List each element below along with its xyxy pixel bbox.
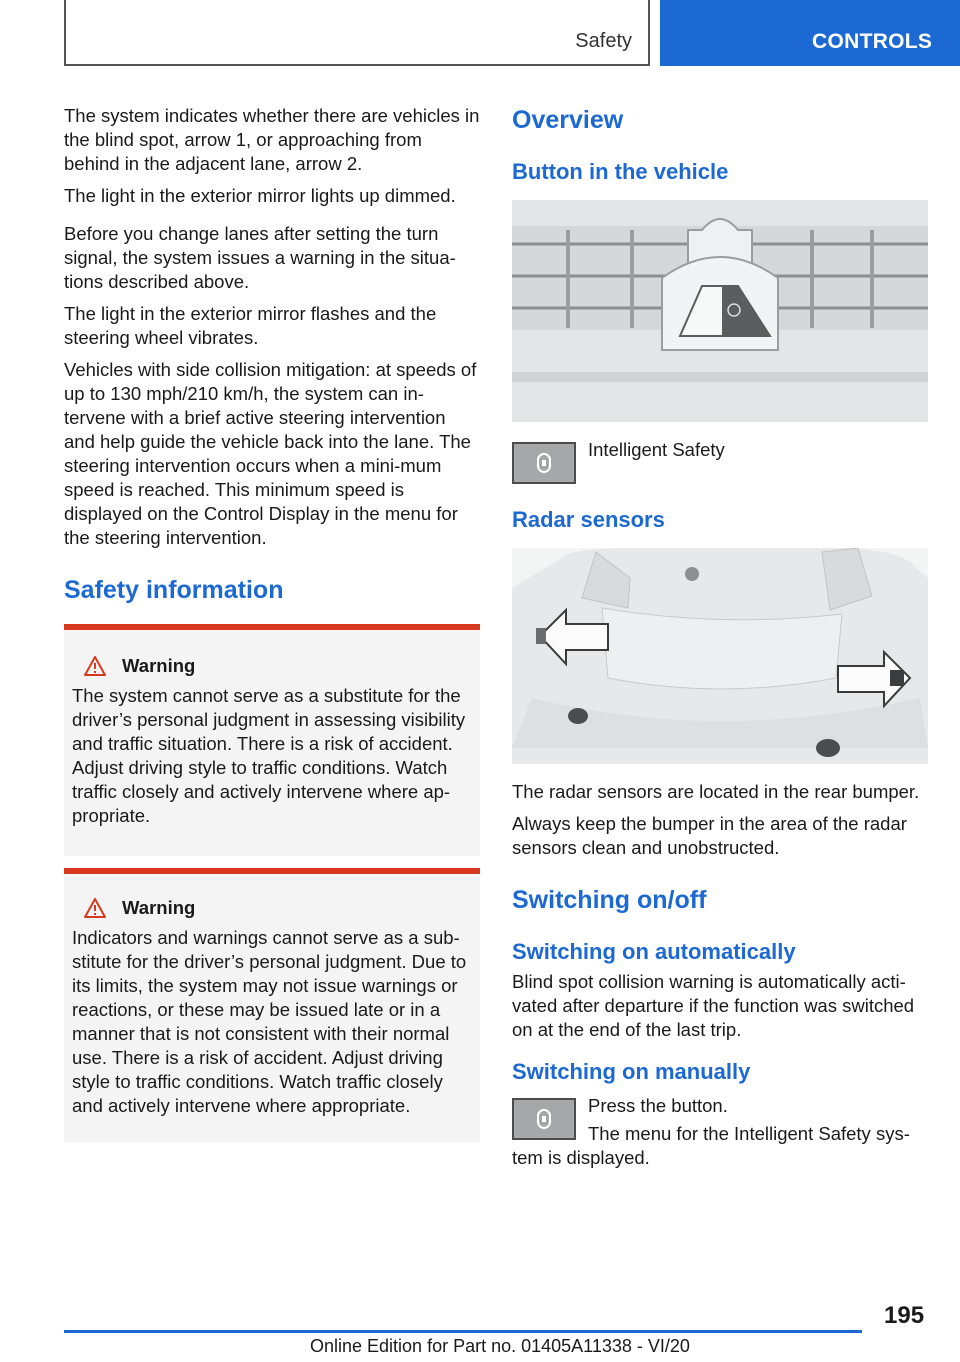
paragraph: The light in the exterior mirror lights up dimmed.: [64, 185, 456, 206]
footer-rule: [64, 1330, 862, 1333]
manual-instructions: [512, 1094, 928, 1178]
paragraph: Before you change lanes after setting the turn signal, the system issues a warning in the situa-tions described above.: [64, 223, 456, 292]
paragraph: The system indicates whether there are vehicles in the blind spot, arrow 1, or approaching from behind in the adjacent lane, arrow 2.: [64, 105, 480, 174]
right-column: [512, 104, 928, 1178]
intelligent-safety-row: [512, 439, 928, 484]
warning-text: The system cannot serve as a substitute for the driver’s personal judgment in assessing visibility and traffic situation. There is a risk of accident. Adjust driving style to traffic conditions. Watch traffic closely and actively intervene where ap-propriate.: [72, 685, 466, 826]
paragraph: The menu for the Intelligent Safety sys-tem is displayed.: [512, 1123, 910, 1168]
overview-heading: Overview: [512, 106, 624, 134]
intelligent-safety-symbol: [535, 452, 553, 474]
button-in-vehicle-heading: Button in the vehicle: [512, 159, 729, 184]
warning-title-text: Warning: [122, 655, 196, 676]
radar-photo: [512, 548, 928, 764]
paragraph: Blind spot collision warning is automatically acti-vated after departure if the function was switched on at the end of the last trip.: [512, 971, 915, 1040]
warning-triangle-icon: [84, 898, 106, 918]
header-box: [64, 0, 650, 66]
intelligent-safety-label: Intelligent Safety: [588, 439, 725, 460]
intelligent-safety-icon: [512, 442, 576, 484]
paragraph: The light in the exterior mirror flashes and the steering wheel vibrates.: [64, 303, 437, 348]
radar-sensors-heading: Radar sensors: [512, 507, 665, 532]
footer-edition: Online Edition for Part no. 01405A11338 - VI/20: [310, 1336, 690, 1356]
switching-on-automatically-heading: Switching on automatically: [512, 939, 796, 964]
paragraph: The radar sensors are located in the rear bumper.: [512, 781, 920, 802]
button-photo: [512, 200, 928, 422]
warning-title: [72, 896, 474, 920]
radar-photo-illustration: [512, 548, 928, 764]
section-title: Safety: [575, 30, 632, 52]
switching-on-manually-heading: Switching on manually: [512, 1059, 751, 1084]
safety-information-heading: Safety information: [64, 576, 284, 604]
paragraph: Always keep the bumper in the area of the radar sensors clean and unobstructed.: [512, 813, 907, 858]
controls-tab[interactable]: [660, 0, 960, 66]
warning-title-text: Warning: [122, 897, 196, 918]
warning-title: [72, 654, 474, 678]
warning-text: Indicators and warnings cannot serve as a sub-stitute for the driver’s personal judgment. Due to its limits, the system may not issue warnings or reactions, or these may be issued late or in a manner that is not consistent with their normal use. There is a risk of accident. Adjust driving style to traffic conditions. Watch traffic closely and actively intervene where appropriate.: [72, 927, 467, 1116]
warning-box: [64, 868, 480, 1142]
controls-tab-label: CONTROLS: [812, 30, 933, 53]
warning-box: [64, 624, 480, 856]
paragraph: Vehicles with side collision mitigation: at speeds of up to 130 mph/210 km/h, the system can in-tervene with a brief active steering intervention and help guide the vehicle back into the lane. The steering intervention occurs when a mini-mum speed is reached. This minimum speed is displayed on the Control Display in the menu for the steering intervention.: [64, 359, 477, 548]
warning-triangle-icon: [84, 656, 106, 676]
paragraph: Press the button.: [588, 1095, 728, 1116]
page-number: 195: [884, 1302, 925, 1329]
manual-row: [512, 1094, 928, 1178]
switching-heading: Switching on/off: [512, 886, 707, 914]
button-photo-illustration: [512, 200, 928, 422]
left-column: [64, 104, 480, 1142]
